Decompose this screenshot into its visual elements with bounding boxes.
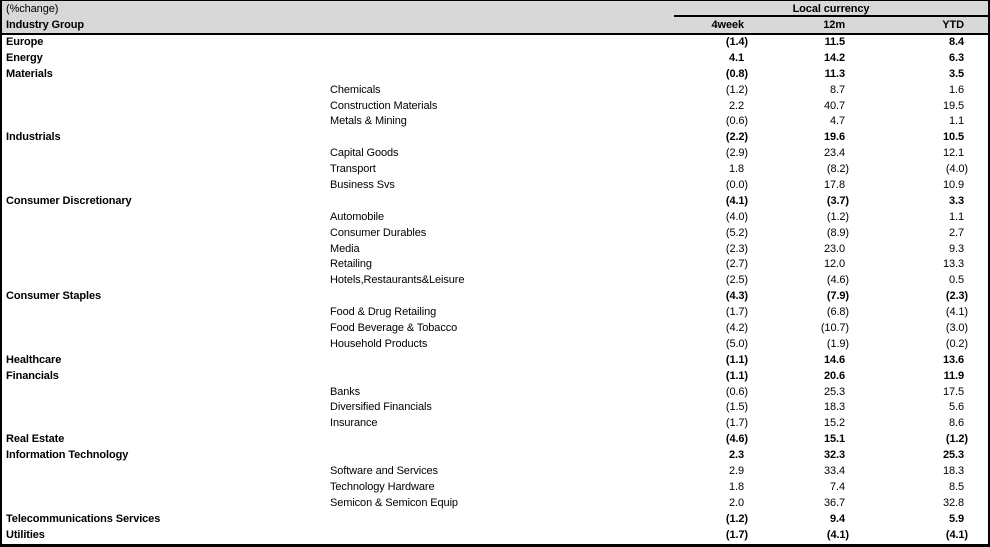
table-cell [779,416,884,432]
row-label-sub: Software and Services [330,465,438,478]
table-cell [884,416,988,432]
row-label-sub: Retailing [330,258,372,271]
cell-value: 11.9 [943,369,964,382]
cell-value: 17.8 [823,179,845,192]
table-cell [674,385,779,401]
cell-value: (1.2) [725,83,748,96]
table-cell [779,305,884,321]
table-row [2,448,988,464]
row-label-group [2,480,330,496]
cell-value: (2.2) [725,131,748,144]
row-label-sub: Transport [330,163,376,176]
row-label-sub [330,51,674,67]
cell-value: 8.7 [830,83,845,96]
cell-value: 9.4 [830,512,845,525]
table-row [2,178,988,194]
table-cell [674,257,779,273]
table-row [2,496,988,512]
row-label-group: Europe [6,36,44,48]
currency-group-header: Local currency [674,1,988,17]
row-label-sub: Consumer Durables [330,226,427,239]
table-cell [674,321,779,337]
table-cell [779,242,884,258]
row-label-group [2,496,330,512]
row-label-sub: Automobile [330,210,385,223]
header-row-columns [2,17,988,33]
table-cell [779,289,884,305]
cell-value: (6.8) [826,306,849,319]
table-cell [674,273,779,289]
table-cell [779,146,884,162]
table-cell [884,257,988,273]
table-row [2,146,988,162]
cell-value: 2.0 [729,496,744,509]
table-row [2,528,988,544]
cell-value: 12.0 [823,258,845,271]
table-cell [674,242,779,258]
table-cell [884,99,988,115]
table-row [2,194,988,210]
header-row-top [2,1,988,17]
cell-value: 4.7 [830,115,845,128]
cell-value: (4.1) [945,528,968,541]
row-label-sub: Media [330,242,360,255]
row-label-group [2,178,330,194]
table-cell [674,305,779,321]
table-row [2,432,988,448]
row-label-group: Healthcare [6,353,62,366]
table-cell [779,432,884,448]
cell-value: 12.1 [942,147,964,160]
cell-value: (2.5) [725,274,748,287]
cell-value: (0.2) [945,337,968,350]
cell-value: (0.6) [725,115,748,128]
table-cell [674,99,779,115]
table-cell [779,369,884,385]
cell-value: 1.1 [949,115,964,128]
row-label-group: Real Estate [6,433,65,446]
row-label-group: Consumer Staples [6,290,101,303]
table-cell [779,337,884,353]
table-row [2,400,988,416]
cell-value: 5.9 [949,512,964,525]
cell-value: 11.3 [824,67,845,80]
table-cell [674,67,779,83]
cell-value: (1.7) [725,528,748,541]
table-cell [779,226,884,242]
row-label-sub: Chemicals [330,83,381,96]
table-row [2,35,988,51]
table-cell [884,480,988,496]
cell-value: 2.7 [949,226,964,239]
cell-value: 7.4 [830,480,845,493]
table-cell [674,512,779,528]
table-cell [884,242,988,258]
row-label-sub: Capital Goods [330,147,399,160]
table-cell [779,51,884,67]
cell-value: (1.1) [725,369,748,382]
table-cell [884,385,988,401]
table-cell [674,369,779,385]
cell-value: 36.7 [823,496,845,509]
cell-value: 2.9 [729,465,744,478]
cell-value: (4.1) [826,528,849,541]
row-label-sub [330,289,674,305]
table-cell [674,178,779,194]
table-row [2,226,988,242]
row-label-group [2,273,330,289]
cell-value: (1.2) [826,210,849,223]
table-cell [884,162,988,178]
cell-value: 40.7 [823,99,845,112]
table-cell [884,448,988,464]
cell-value: 8.4 [949,36,964,48]
table-cell [779,35,884,51]
row-label-sub [330,432,674,448]
table-cell [779,353,884,369]
table-row [2,51,988,67]
table-cell [884,67,988,83]
cell-value: 3.5 [949,67,964,80]
row-label-sub [330,369,674,385]
cell-value: (4.6) [725,433,748,446]
table-cell [779,496,884,512]
cell-value: (4.1) [945,306,968,319]
table-cell [884,321,988,337]
industry-group-header: Industry Group [6,19,85,31]
row-label-sub [330,528,674,544]
row-label-group [2,114,330,130]
cell-value: 13.6 [942,353,964,366]
cell-value: (0.8) [725,67,748,80]
cell-value: (1.7) [725,306,748,319]
cell-value: (4.1) [725,194,748,207]
cell-value: (1.7) [725,417,748,430]
cell-value: (2.3) [725,242,748,255]
table-cell [779,114,884,130]
row-label-group [2,210,330,226]
col-header-ytd: YTD [942,19,964,31]
row-label-sub: Technology Hardware [330,480,435,493]
cell-value: 0.5 [949,274,964,287]
cell-value: 19.6 [823,131,845,144]
table-cell [674,400,779,416]
table-row [2,83,988,99]
table-cell [884,130,988,146]
table-cell [674,130,779,146]
cell-value: 10.5 [942,131,964,144]
table-cell [779,480,884,496]
table-cell [779,400,884,416]
table-row [2,305,988,321]
cell-value: (5.2) [725,226,748,239]
row-label-group [2,146,330,162]
table-cell [779,385,884,401]
row-label-sub [330,130,674,146]
cell-value: 4.1 [729,51,744,64]
table-cell [779,130,884,146]
table-cell [674,51,779,67]
cell-value: 15.1 [823,433,845,446]
table-cell [674,194,779,210]
row-label-sub: Hotels,Restaurants&Leisure [330,274,465,287]
cell-value: 14.2 [823,51,845,64]
table-cell [674,83,779,99]
cell-value: 2.3 [729,449,744,462]
table-cell [779,194,884,210]
row-label-sub [330,512,674,528]
row-label-group [2,416,330,432]
cell-value: (1.9) [826,337,849,350]
table-cell [779,273,884,289]
table-cell [884,226,988,242]
table-cell [884,210,988,226]
table-row [2,369,988,385]
row-label-group [2,321,330,337]
cell-value: 13.3 [942,258,964,271]
table-cell [884,432,988,448]
table-cell [884,512,988,528]
table-cell [884,83,988,99]
cell-value: 8.6 [949,417,964,430]
table-row [2,130,988,146]
table-row [2,67,988,83]
table-cell [674,464,779,480]
table-cell [884,369,988,385]
col-header-12m: 12m [823,19,845,31]
row-label-group: Materials [6,67,53,80]
cell-value: 3.3 [949,194,964,207]
table-cell [779,83,884,99]
table-cell [884,273,988,289]
row-label-group [2,83,330,99]
cell-value: (4.0) [945,163,968,176]
row-label-group [2,226,330,242]
table-cell [674,432,779,448]
cell-value: 15.2 [823,417,845,430]
row-label-sub: Construction Materials [330,99,438,112]
cell-value: 23.0 [823,242,845,255]
table-row [2,114,988,130]
row-label-sub: Diversified Financials [330,401,432,414]
row-label-sub: Household Products [330,337,428,350]
cell-value: (4.0) [725,210,748,223]
table-row [2,416,988,432]
row-label-sub [330,353,674,369]
cell-value: (1.1) [725,353,748,366]
cell-value: 5.6 [949,401,964,414]
cell-value: (2.9) [725,147,748,160]
table-cell [884,114,988,130]
table-cell [884,178,988,194]
cell-value: (10.7) [820,322,849,335]
table-cell [674,416,779,432]
cell-value: (1.2) [945,433,968,446]
row-label-group [2,385,330,401]
table-cell [779,448,884,464]
cell-value: 1.6 [949,83,964,96]
table-row [2,273,988,289]
row-label-sub: Food Beverage & Tobacco [330,322,458,335]
table-cell [884,337,988,353]
table-row [2,337,988,353]
row-label-group [2,305,330,321]
cell-value: 1.1 [949,210,964,223]
pct-change-label: (%change) [6,3,59,15]
row-label-group [2,400,330,416]
cell-value: 19.5 [942,99,964,112]
cell-value: (4.2) [725,322,748,335]
row-label-sub [330,35,674,51]
cell-value: 6.3 [949,51,964,64]
cell-value: (8.2) [826,163,849,176]
cell-value: (3.0) [945,322,968,335]
table-row [2,512,988,528]
cell-value: (2.3) [945,290,968,303]
cell-value: 2.2 [729,99,744,112]
table-cell [884,51,988,67]
table-cell [779,210,884,226]
table-cell [884,146,988,162]
table-cell [884,353,988,369]
table-cell [779,162,884,178]
table-row [2,210,988,226]
cell-value: (3.7) [826,194,849,207]
table-cell [884,289,988,305]
table-cell [779,464,884,480]
cell-value: (1.5) [725,401,748,414]
cell-value: 32.3 [823,449,845,462]
table-header [2,1,988,35]
row-label-group: Industrials [6,131,61,144]
cell-value: (4.6) [826,274,849,287]
table-cell [884,400,988,416]
cell-value: 11.5 [824,36,845,48]
table-cell [779,321,884,337]
table-row [2,242,988,258]
row-label-group: Information Technology [6,449,129,462]
table-cell [884,305,988,321]
cell-value: 25.3 [823,385,845,398]
table-cell [779,528,884,544]
table-cell [884,464,988,480]
row-label-sub: Business Svs [330,179,395,192]
cell-value: 1.8 [729,163,744,176]
row-label-group: Financials [6,369,59,382]
cell-value: (5.0) [725,337,748,350]
row-label-group [2,162,330,178]
table-cell [884,496,988,512]
table-cell [674,35,779,51]
cell-value: 8.5 [949,480,964,493]
col-header-4week: 4week [711,19,744,31]
table-row [2,385,988,401]
table-cell [779,99,884,115]
cell-value: (1.4) [725,36,748,48]
table-cell [779,512,884,528]
table-row [2,162,988,178]
row-label-group [2,257,330,273]
table-cell [674,448,779,464]
cell-value: 32.8 [942,496,964,509]
table-row [2,353,988,369]
cell-value: (1.2) [725,512,748,525]
row-label-sub [330,448,674,464]
table-cell [779,257,884,273]
cell-value: 23.4 [823,147,845,160]
cell-value: 14.6 [823,353,845,366]
row-label-sub [330,194,674,210]
table-cell [674,496,779,512]
table-cell [674,162,779,178]
table-row [2,464,988,480]
table-cell [674,114,779,130]
cell-value: (4.3) [725,290,748,303]
table-row [2,289,988,305]
cell-value: 33.4 [823,465,845,478]
table-cell [674,210,779,226]
table-cell [674,528,779,544]
table-cell [884,528,988,544]
row-label-sub: Insurance [330,417,378,430]
row-label-group [2,242,330,258]
row-label-group [2,99,330,115]
table-cell [779,67,884,83]
cell-value: (8.9) [826,226,849,239]
row-label-group: Consumer Discretionary [6,194,132,207]
row-label-group [2,464,330,480]
table-cell [674,146,779,162]
cell-value: 10.9 [942,179,964,192]
row-label-sub: Semicon & Semicon Equip [330,496,458,509]
row-label-group: Telecommunications Services [6,512,161,525]
row-label-sub: Banks [330,385,361,398]
cell-value: (2.7) [725,258,748,271]
table-cell [884,194,988,210]
cell-value: 18.3 [823,401,845,414]
table-cell [674,480,779,496]
row-label-sub: Food & Drug Retailing [330,306,437,319]
table-cell [674,226,779,242]
cell-value: 20.6 [823,369,845,382]
cell-value: 18.3 [942,465,964,478]
row-label-sub: Metals & Mining [330,115,407,128]
row-label-sub [330,67,674,83]
cell-value: 1.8 [729,480,744,493]
row-label-group [2,337,330,353]
row-label-group: Energy [6,51,43,64]
table-row [2,321,988,337]
table-cell [779,178,884,194]
cell-value: (7.9) [826,290,849,303]
table-cell [674,337,779,353]
table-body [2,35,988,544]
cell-value: 17.5 [942,385,964,398]
table-row [2,99,988,115]
table-cell [674,353,779,369]
table-row [2,257,988,273]
cell-value: 25.3 [942,449,964,462]
cell-value: (0.0) [725,179,748,192]
table-cell [884,35,988,51]
cell-value: 9.3 [949,242,964,255]
table-row [2,480,988,496]
cell-value: (0.6) [725,385,748,398]
row-label-group: Utilities [6,528,45,541]
table-cell [674,289,779,305]
